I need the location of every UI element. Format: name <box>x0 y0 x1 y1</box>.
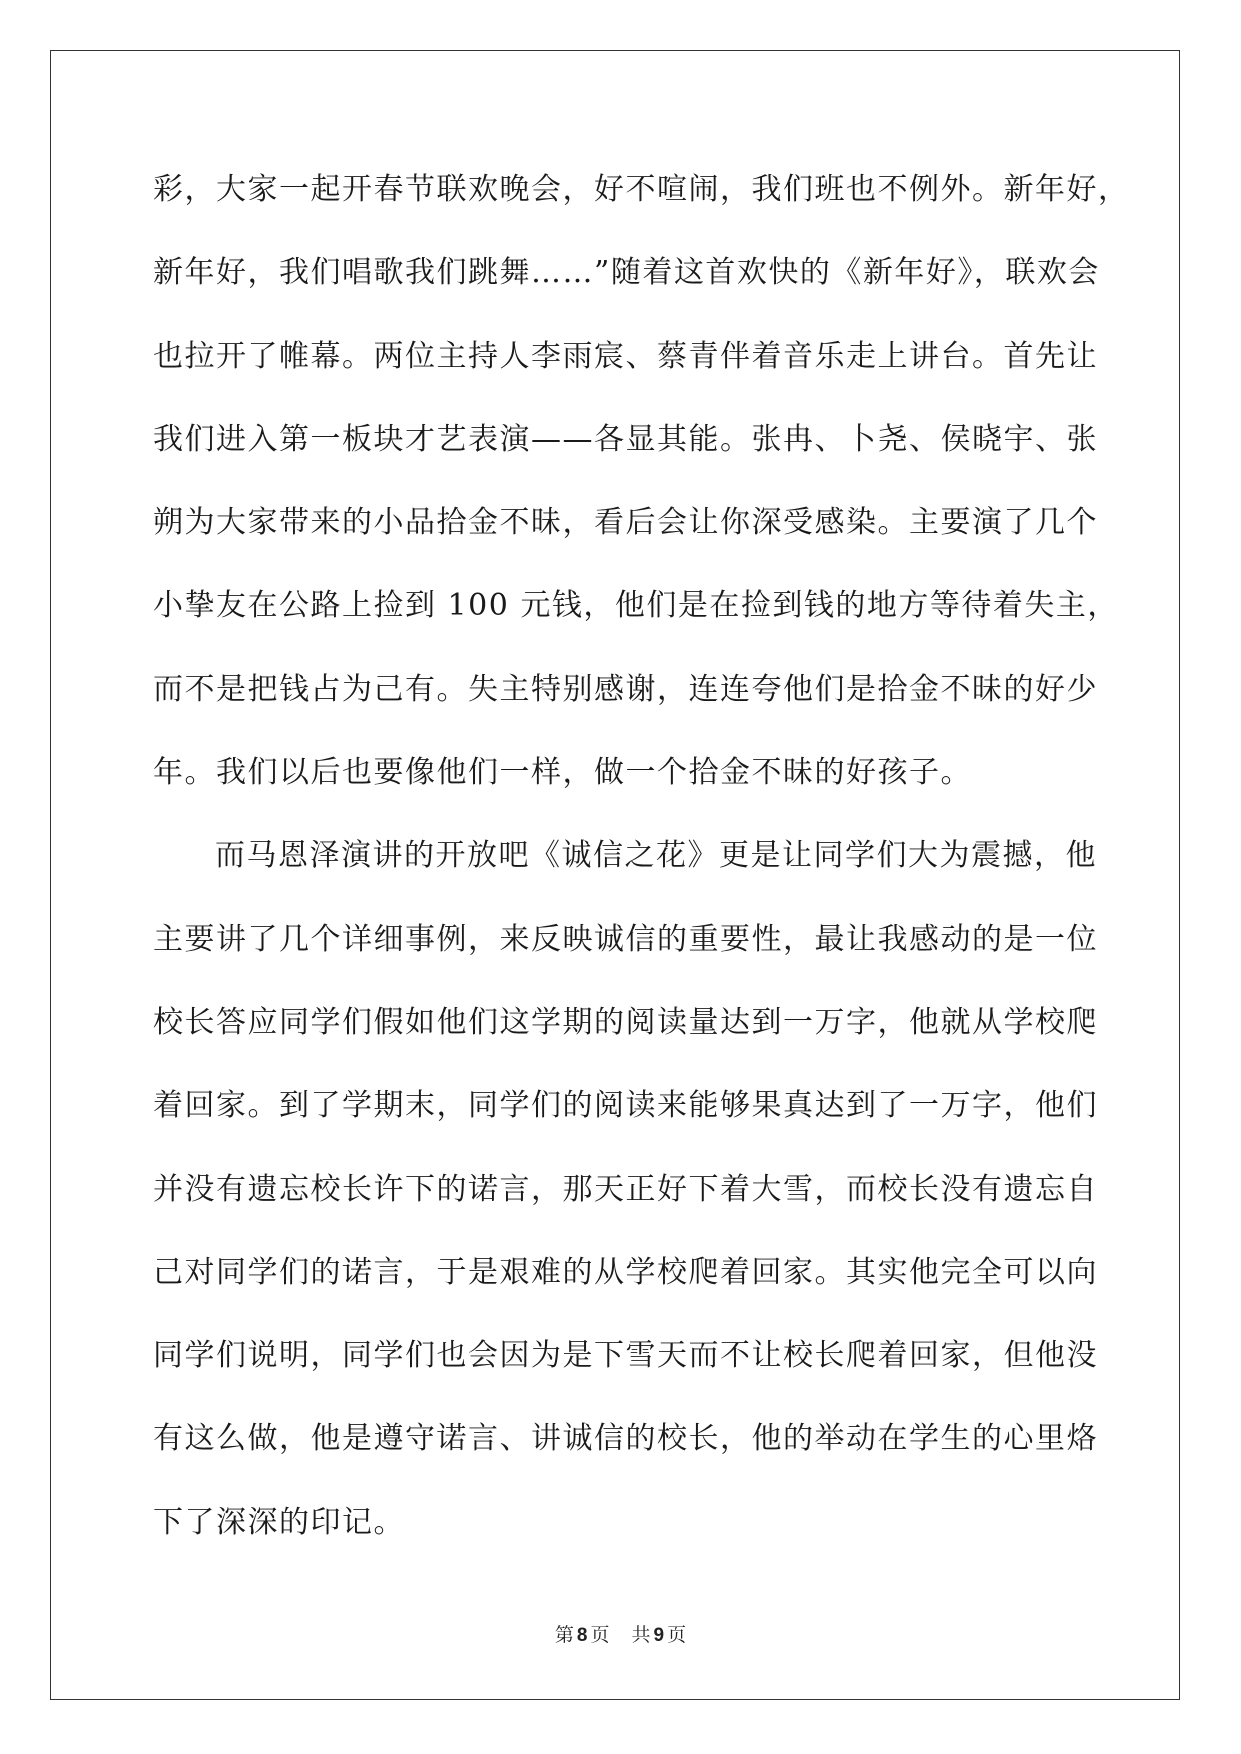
page-number: 8 <box>576 1625 588 1646</box>
text-line-6: 小挚友在公路上捡到 100 元钱，他们是在捡到钱的地方等待着失主， <box>153 588 1119 624</box>
page-prefix: 第 <box>554 1624 574 1646</box>
page-suffix: 页 <box>590 1624 610 1646</box>
text-line-3: 也拉开了帷幕。两位主持人李雨宸、蔡青伴着音乐走上讲台。首先让 <box>153 338 1098 374</box>
text-line-12: 着回家。到了学期末，同学们的阅读来能够果真达到了一万字，他们 <box>153 1088 1098 1124</box>
text-line-16: 有这么做，他是遵守诺言、讲诚信的校长，他的举动在学生的心里烙 <box>153 1421 1098 1457</box>
text-line-7: 而不是把钱占为己有。失主特别感谢，连连夸他们是拾金不昧的好少 <box>153 671 1098 707</box>
text-line-14: 己对同学们的诺言，于是艰难的从学校爬着回家。其实他完全可以向 <box>153 1254 1098 1290</box>
total-pages: 9 <box>653 1625 665 1646</box>
total-prefix: 共 <box>631 1624 651 1646</box>
text-line-9: 而马恩泽演讲的开放吧《诚信之花》更是让同学们大为震撼，他 <box>215 838 1097 874</box>
document-body <box>153 148 1130 1564</box>
text-line-13: 并没有遗忘校长许下的诺言，那天正好下着大雪，而校长没有遗忘自 <box>153 1171 1098 1207</box>
text-line-11: 校长答应同学们假如他们这学期的阅读量达到一万字，他就从学校爬 <box>153 1004 1098 1040</box>
text-line-8: 年。我们以后也要像他们一样，做一个拾金不昧的好孩子。 <box>153 755 972 791</box>
text-line-4: 我们进入第一板块才艺表演——各显其能。张冉、卜尧、侯晓宇、张 <box>153 421 1098 457</box>
text-line-15: 同学们说明，同学们也会因为是下雪天而不让校长爬着回家，但他没 <box>153 1338 1098 1374</box>
text-line-2: 新年好，我们唱歌我们跳舞……”随着这首欢快的《新年好》，联欢会 <box>153 255 1100 291</box>
page-footer <box>0 1623 1241 1648</box>
total-suffix: 页 <box>667 1624 687 1646</box>
text-line-17: 下了深深的印记。 <box>153 1504 405 1540</box>
text-line-1: 彩，大家一起开春节联欢晚会，好不喧闹，我们班也不例外。新年好， <box>153 172 1130 207</box>
text-line-10: 主要讲了几个详细事例，来反映诚信的重要性，最让我感动的是一位 <box>153 921 1098 957</box>
text-line-5: 朔为大家带来的小品拾金不昧，看后会让你深受感染。主要演了几个 <box>153 505 1098 541</box>
